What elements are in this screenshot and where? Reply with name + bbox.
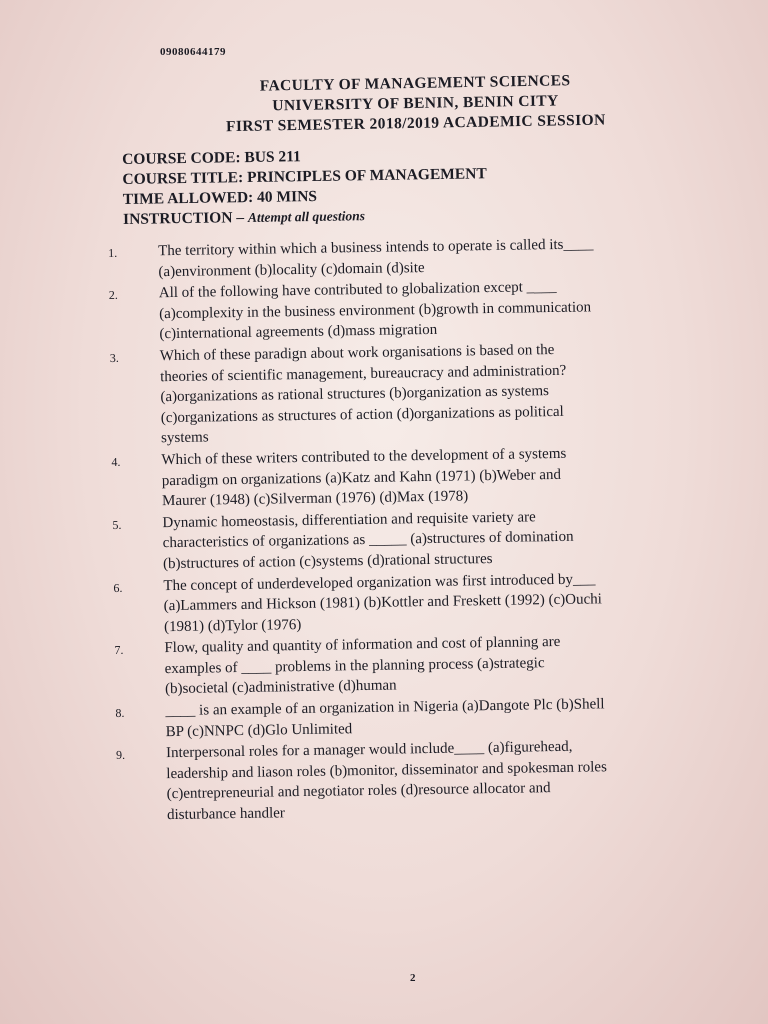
question-number: 2. [108, 288, 118, 303]
question-item [109, 274, 745, 346]
question-text [161, 441, 747, 512]
question-line: (a)environment (b)locality (c)domain (d)site [158, 259, 425, 280]
phone-number: 09080644179 [160, 46, 226, 58]
question-line: The concept of underdeveloped organization was first introduced by___ [163, 570, 596, 594]
question-line: BP (c)NNPC (d)Glo Unlimited [165, 720, 353, 740]
session-name: FIRST SEMESTER 2018/2019 ACADEMIC SESSION [225, 111, 606, 136]
course-code: COURSE CODE: BUS 211 [122, 148, 301, 168]
instruction-label: INSTRUCTION – [122, 209, 249, 228]
page-number: 2 [410, 972, 416, 984]
question-line: leadership and liason roles (b)monitor, disseminator and spokesman roles [166, 759, 607, 782]
course-info [122, 142, 643, 230]
question-item [114, 629, 750, 701]
question-number: 7. [114, 643, 124, 658]
question-number: 9. [115, 748, 126, 763]
question-item [116, 734, 752, 826]
question-line: Interpersonal roles for a manager would include____ (a)figurehead, [165, 739, 573, 762]
question-text [159, 274, 745, 345]
course-title: COURSE TITLE: PRINCIPLES OF MANAGEMENT [122, 165, 487, 188]
question-line: disturbance handler [166, 805, 285, 824]
question-text [163, 566, 749, 637]
question-line: examples of ____ problems in the planning process (a)strategic [164, 655, 545, 678]
question-text [162, 504, 748, 575]
question-line: (c)organizations as structures of action (d)organizations as political [160, 403, 564, 426]
question-line: Which of these paradign about work organisations is based on the [159, 341, 555, 365]
question-number: 3. [109, 350, 119, 365]
question-line: (a)Lammers and Hickson (1981) (b)Kottler and Freskett (1992) (c)Ouchi [163, 591, 603, 615]
faculty-name: FACULTY OF MANAGEMENT SCIENCES [259, 72, 571, 95]
question-line: (a)organizations as rational structures (b)organization as systems [160, 383, 550, 406]
question-number: 5. [112, 517, 122, 532]
question-line: Which of these writers contributed to the development of a systems [161, 445, 567, 469]
question-line: ____ is an example of an organization in Nigeria (a)Dangote Plc (b)Shell [165, 696, 605, 720]
question-item [110, 337, 747, 450]
question-line: theories of scientific management, bureaucracy and administration? [159, 362, 567, 385]
question-line: All of the following have contributed to globalization except ____ [158, 279, 557, 302]
question-line: characteristics of organizations as _____ (a)structures of domination [162, 529, 574, 552]
question-item [112, 504, 748, 576]
question-list [108, 232, 752, 828]
time-allowed: TIME ALLOWED: 40 MINS [122, 187, 318, 208]
question-line: (a)complexity in the business environment (b)growth in communication [159, 299, 592, 322]
question-line: (b)societal (c)administrative (d)human [164, 677, 397, 698]
question-line: (1981) (d)Tylor (1976) [163, 616, 302, 635]
question-line: Maurer (1948) (c)Silverman (1976) (d)Max (1978) [161, 488, 469, 510]
instruction-text: Attempt all questions [247, 208, 366, 226]
university-name: UNIVERSITY OF BENIN, BENIN CITY [272, 92, 559, 115]
question-text [160, 337, 747, 449]
question-number: 6. [113, 580, 123, 595]
question-item [111, 441, 747, 513]
question-line: (c)entrepreneurial and negotiator roles (d)resource allocator and [166, 780, 551, 803]
question-line: (c)international agreements (d)mass migration [159, 322, 438, 343]
question-text [164, 629, 750, 700]
question-number: 8. [115, 705, 125, 721]
question-item [113, 566, 749, 638]
question-text [166, 734, 752, 826]
question-number: 1. [108, 245, 118, 260]
exam-header [180, 70, 651, 138]
question-line: systems [160, 429, 209, 447]
question-line: paradigm on organizations (a)Katz and Kahn (1971) (b)Weber and [161, 466, 562, 489]
question-line: Flow, quality and quantity of information and cost of planning are [164, 634, 561, 657]
question-line: (b)structures of action (c)systems (d)rational structures [162, 550, 493, 573]
question-line: The territory within which a business intends to operate is called its____ [158, 236, 594, 260]
question-number: 4. [111, 454, 121, 469]
question-line: Dynamic homeostasis, differentiation and requisite variety are [162, 509, 536, 531]
